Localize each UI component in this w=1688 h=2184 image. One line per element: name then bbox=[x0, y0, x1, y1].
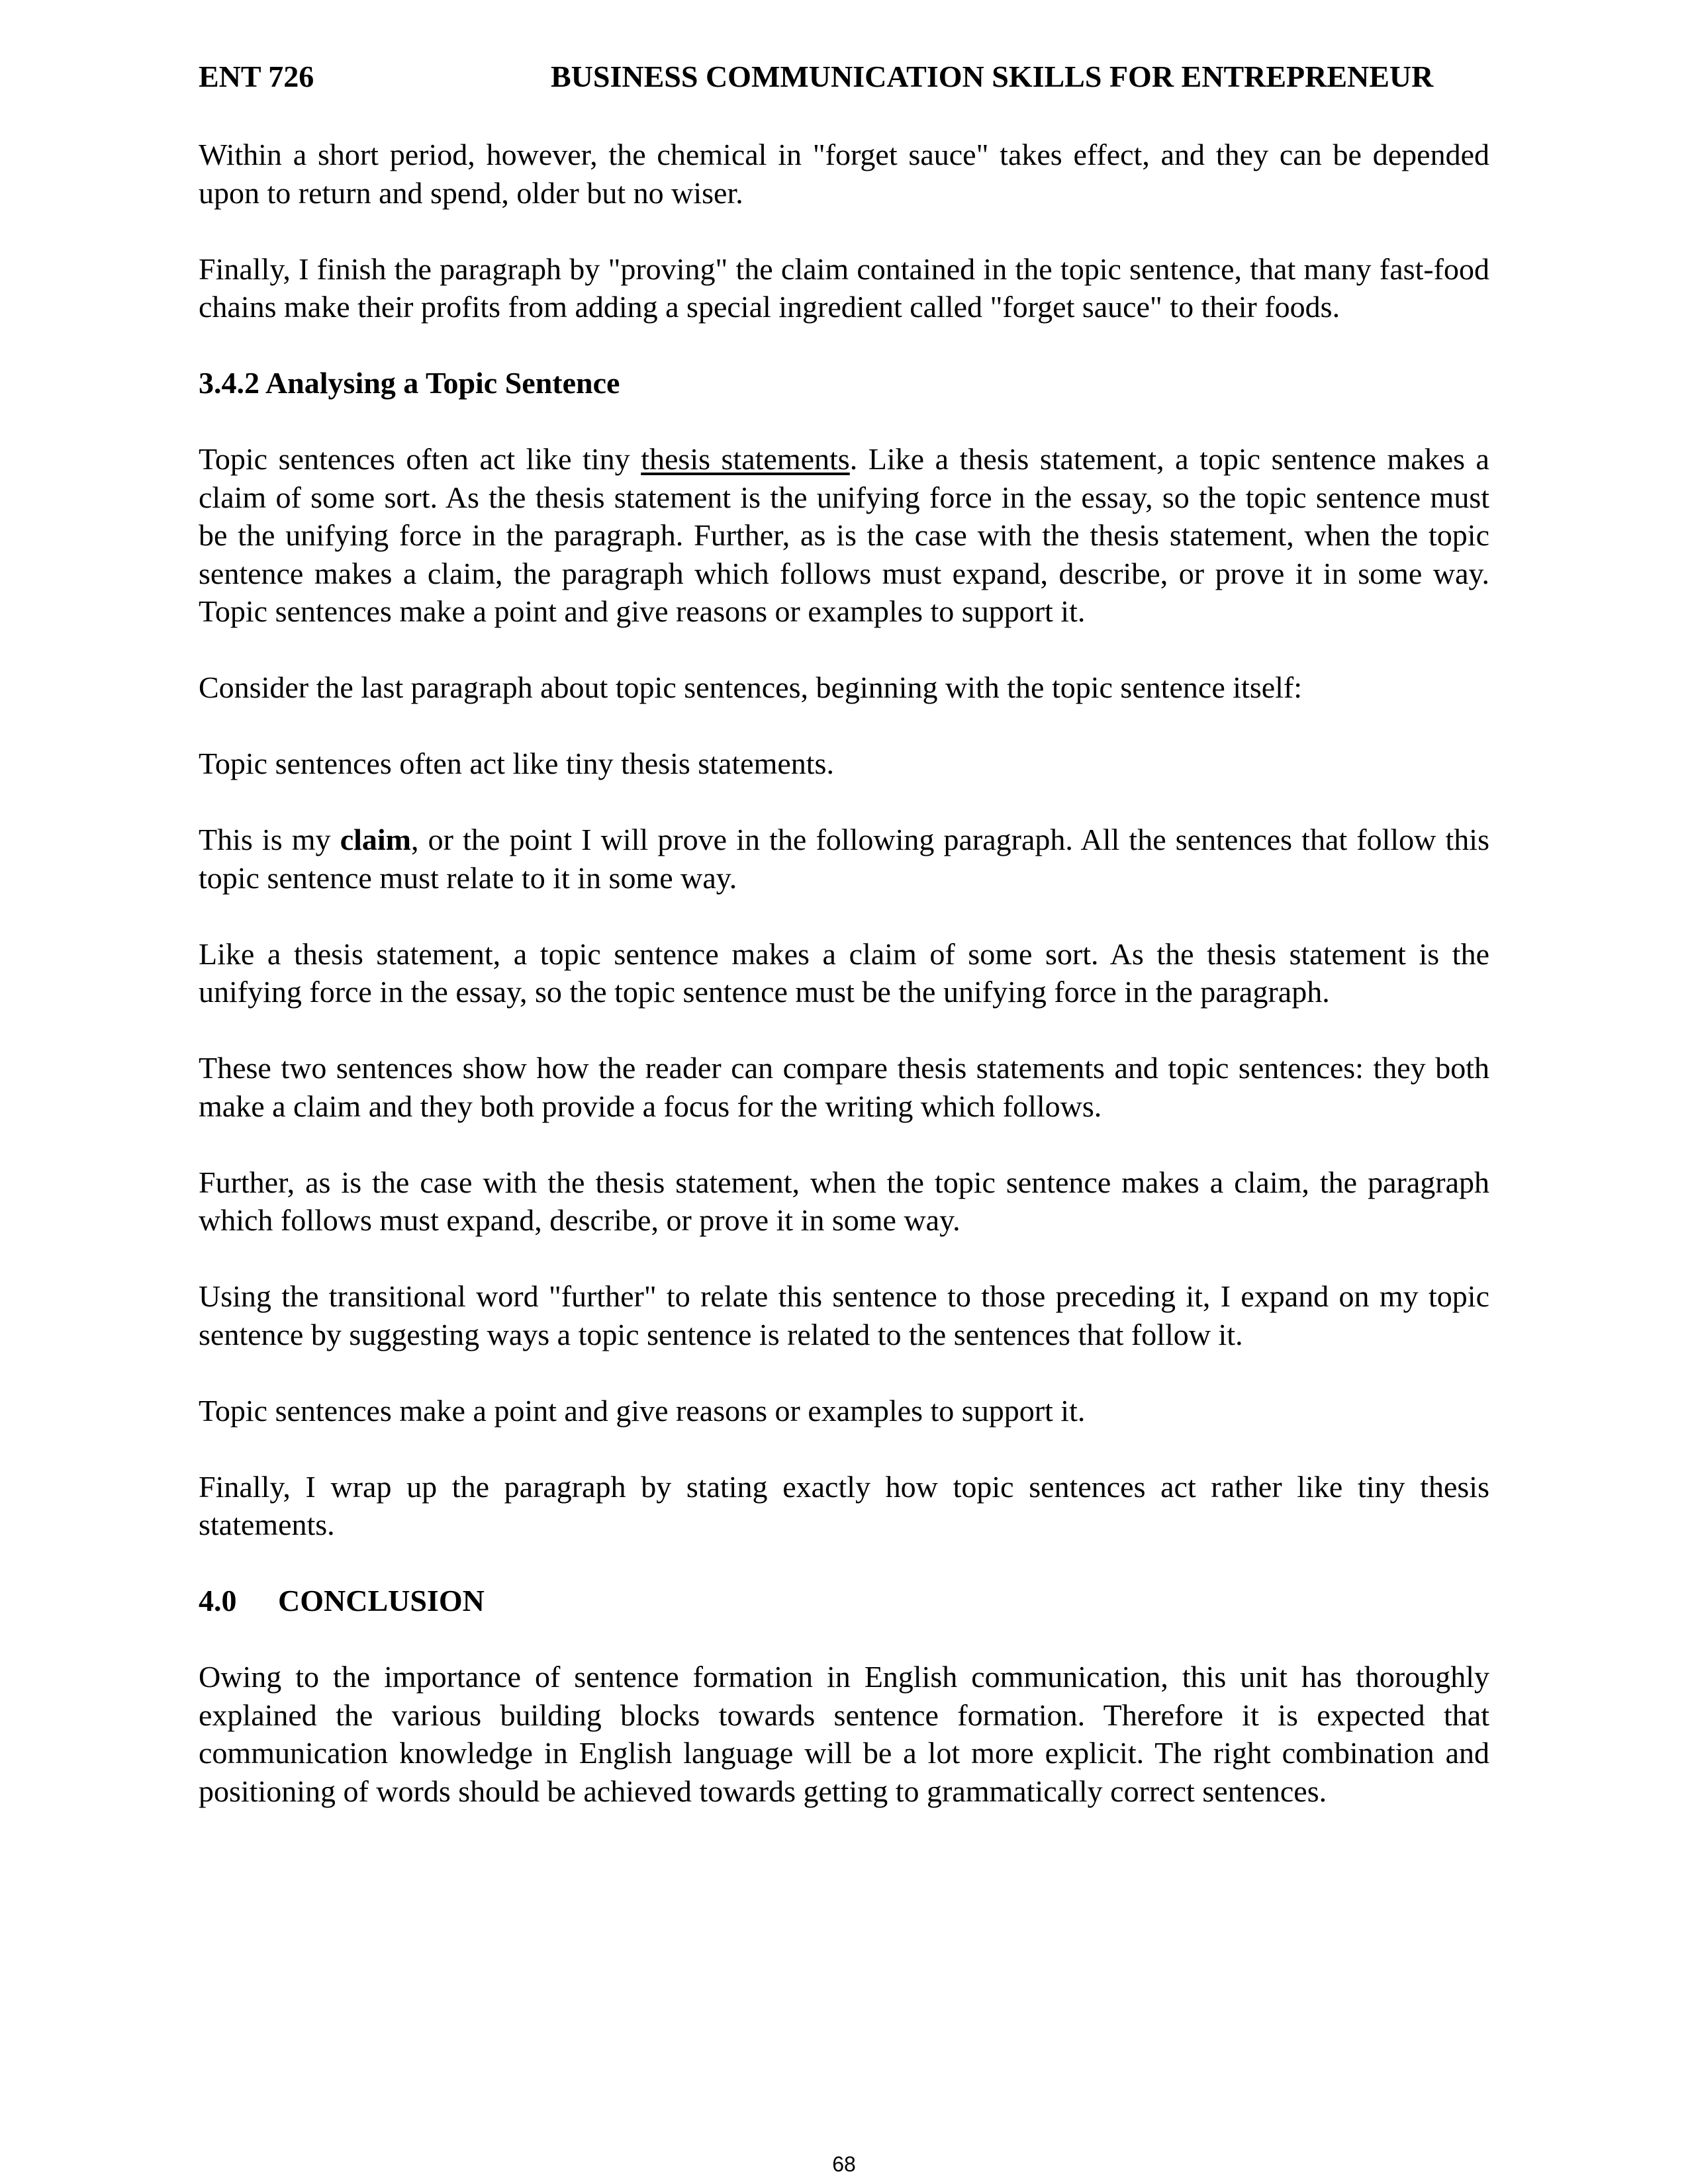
text-run: . Like a thesis statement, a topic sentence makes a claim of some sort. As the thesis statement is the unifying force in the essay, so the topic sentence must be the unifying force in the paragraph. Further, as is the case with the thesis statement, when the topic sentence makes a claim, the paragraph which follows must expand, describe, or prove it in some way. Topic sentences make a point and give reasons or examples to support it. bbox=[199, 442, 1489, 628]
text-run: Topic sentences often act like tiny bbox=[199, 442, 641, 476]
paragraph-claim bbox=[199, 821, 1489, 897]
text-run: , or the point I will prove in the following paragraph. All the sentences that follow this topic sentence must relate to it in some way. bbox=[199, 823, 1489, 895]
paragraph-topic-sentences bbox=[199, 440, 1489, 631]
paragraph-two-sentences: These two sentences show how the reader can compare thesis statements and topic sentences: they both make a claim and they both provide a focus for the writing which follows. bbox=[199, 1051, 1489, 1123]
paragraph-forget-sauce-effect: Within a short period, however, the chemical in "forget sauce" takes effect, and they can be depended upon to return and spend, older but no wiser. bbox=[199, 138, 1489, 210]
paragraph-further: Further, as is the case with the thesis statement, when the topic sentence makes a claim, the paragraph which follows must expand, describe, or prove it in some way. bbox=[199, 1165, 1489, 1237]
section-number: 4.0 bbox=[199, 1584, 237, 1617]
course-title: BUSINESS COMMUNICATION SKILLS FOR ENTREPRENEUR bbox=[551, 60, 1434, 93]
page-number: 68 bbox=[832, 2152, 856, 2176]
paragraph-consider: Consider the last paragraph about topic sentences, beginning with the topic sentence itself: bbox=[199, 670, 1303, 704]
paragraph-topic-sentence-example: Topic sentences often act like tiny thesis statements. bbox=[199, 747, 834, 780]
paragraph-wrap-up: Finally, I wrap up the paragraph by stating exactly how topic sentences act rather like tiny thesis statements. bbox=[199, 1469, 1489, 1541]
paragraph-like-thesis: Like a thesis statement, a topic sentence makes a claim of some sort. As the thesis statement is the unifying force in the essay, so the topic sentence must be the unifying force in the paragraph. bbox=[199, 936, 1489, 1009]
body-text bbox=[199, 136, 1489, 1848]
paragraph-transitional-word: Using the transitional word "further" to relate this sentence to those preceding it, I expand on my topic sentence by suggesting ways a topic sentence is related to the sentences that follow it. bbox=[199, 1279, 1489, 1351]
document-page bbox=[199, 0, 1489, 2184]
paragraph-make-point: Topic sentences make a point and give reasons or examples to support it. bbox=[199, 1393, 1086, 1428]
paragraph-proving-claim: Finally, I finish the paragraph by "proving" the claim contained in the topic sentence, that many fast-food chains make their profits from adding a special ingredient called "forget sauce" to their foods. bbox=[199, 251, 1489, 324]
thesis-statements-link[interactable]: thesis statements bbox=[641, 442, 850, 476]
running-header bbox=[199, 57, 1489, 97]
text-run: This is my bbox=[199, 823, 340, 856]
claim-bold: claim bbox=[340, 823, 411, 856]
section-heading-3-4-2: 3.4.2 Analysing a Topic Sentence bbox=[199, 366, 620, 400]
course-code: ENT 726 bbox=[199, 60, 314, 93]
section-title: CONCLUSION bbox=[278, 1584, 485, 1617]
section-heading-conclusion bbox=[199, 1582, 1489, 1620]
paragraph-conclusion: Owing to the importance of sentence formation in English communication, this unit has thoroughly explained the various building blocks towards sentence formation. Therefore it is expected that communication knowledge in English language will be a lot more explicit. The right combination and positioning of words should be achieved towards getting to grammatically correct sentences. bbox=[199, 1660, 1489, 1808]
